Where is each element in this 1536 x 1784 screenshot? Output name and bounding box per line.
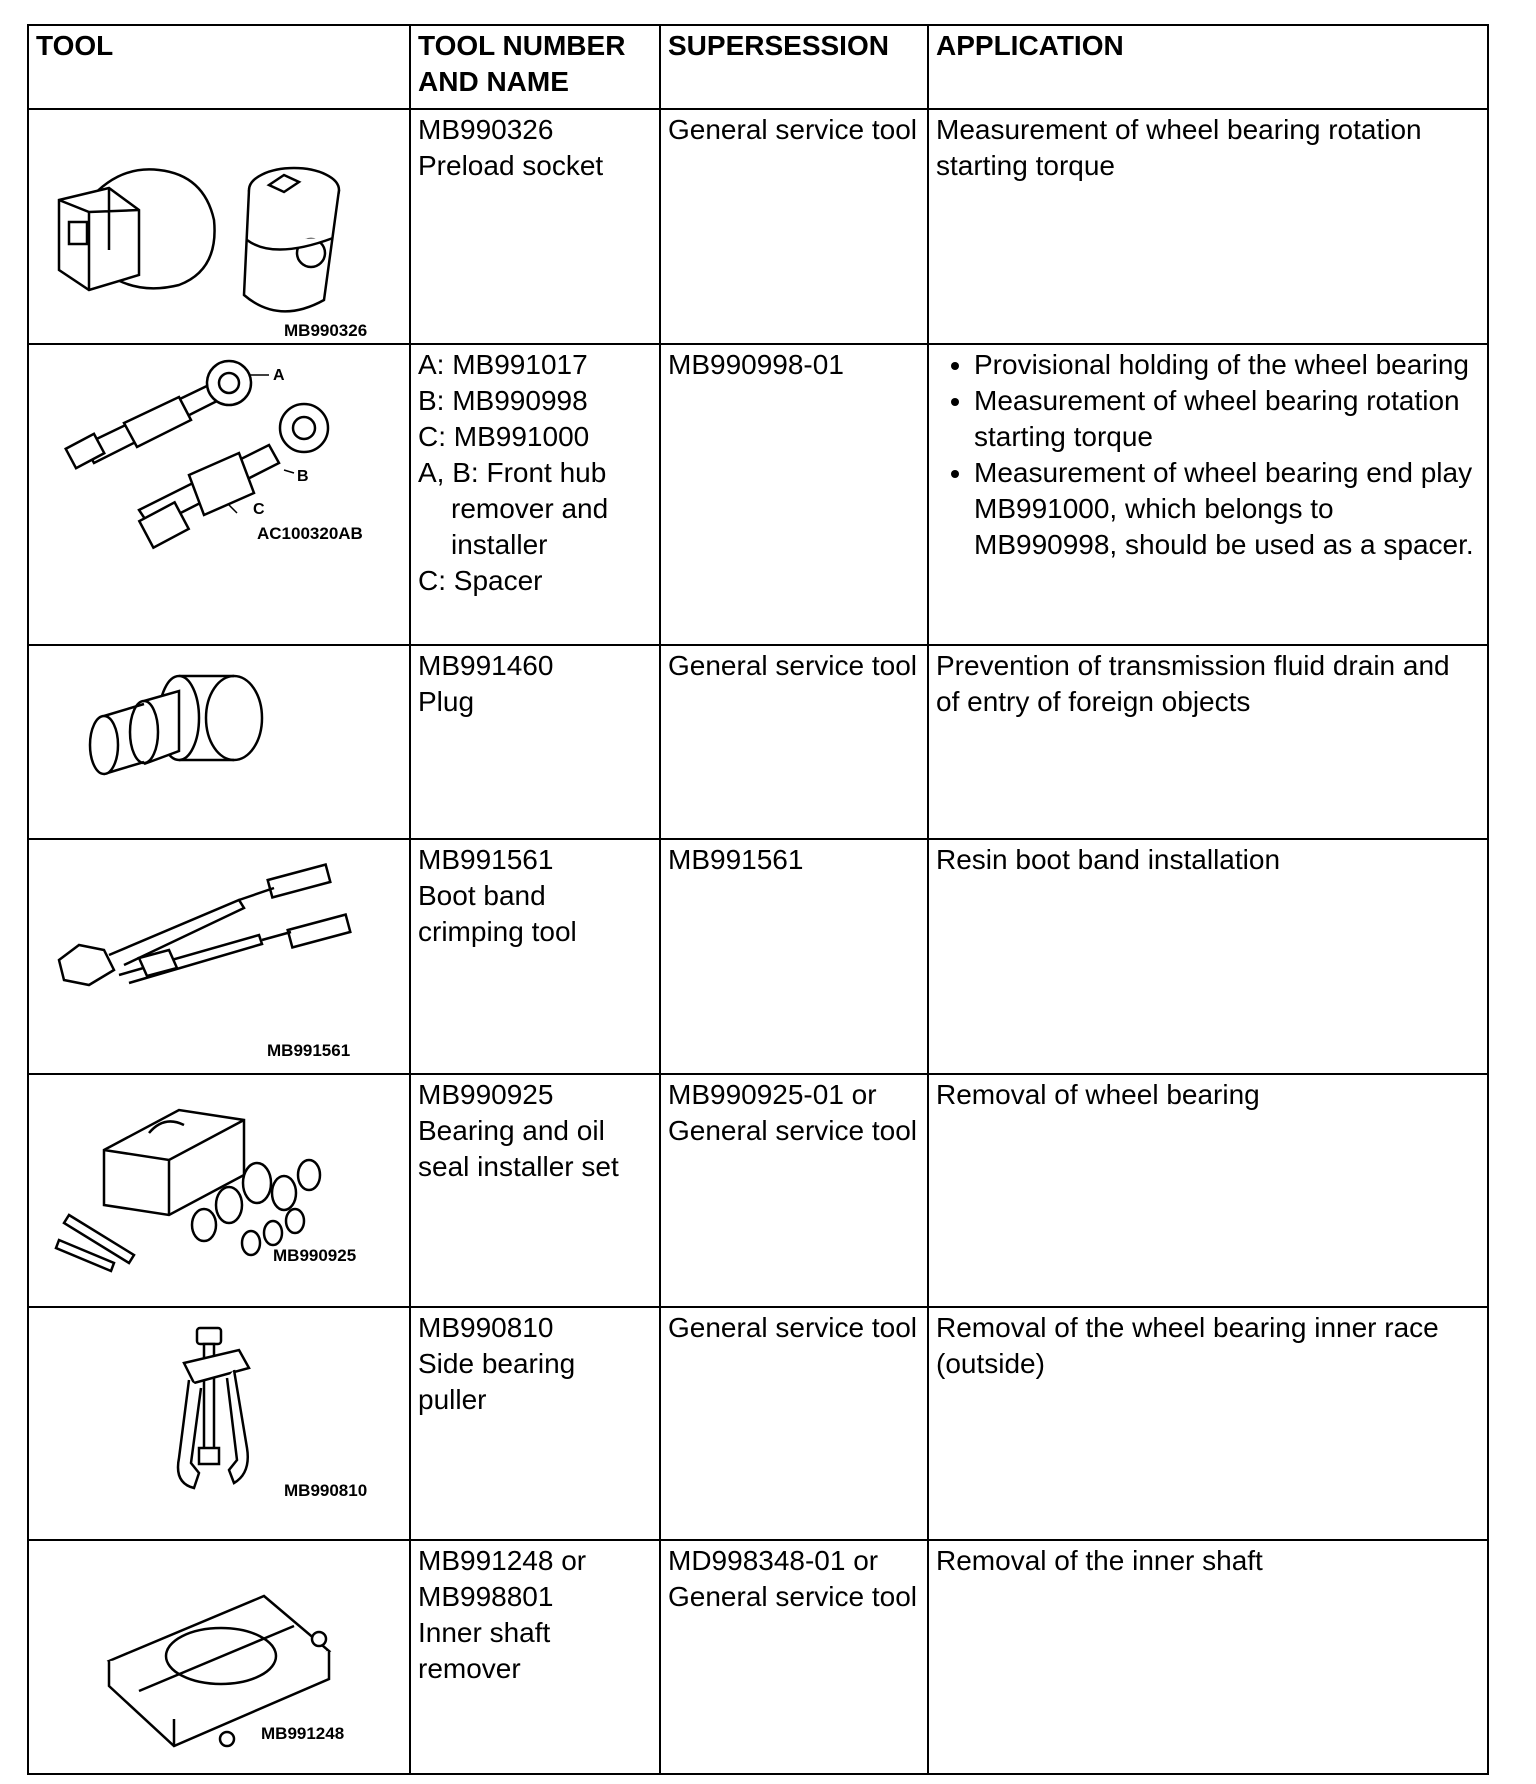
tool-figure-cell [28, 1074, 410, 1307]
table-row [28, 344, 1488, 645]
supersession-cell: MB990925-01 or General service tool [660, 1074, 928, 1307]
tool-number: MB991460 [418, 650, 554, 681]
tool-figure-cell [28, 109, 410, 344]
tool-name-c: C: Spacer [418, 565, 543, 596]
header-supersession: SUPERSESSION [660, 25, 928, 109]
plug-illustration [29, 646, 411, 840]
header-application: APPLICATION [928, 25, 1488, 109]
callout-a: A [273, 367, 285, 384]
tool-name: Preload socket [418, 150, 604, 181]
figure-label: MB990810 [284, 1481, 368, 1500]
tool-number-cell [410, 344, 660, 645]
tool-name: seal installer set [418, 1151, 619, 1182]
table-row [28, 109, 1488, 344]
supersession-cell: MB990998-01 [660, 344, 928, 645]
tool-name: Inner shaft [418, 1617, 551, 1648]
figure-label: MB990326 [284, 321, 368, 340]
application-cell: Removal of the wheel bearing inner race (outside) [928, 1307, 1488, 1540]
header-tool-number-and-name: TOOL NUMBER AND NAME [410, 25, 660, 109]
callout-b: B [297, 468, 309, 485]
table-row [28, 1307, 1488, 1540]
table-row [28, 1074, 1488, 1307]
table-row [28, 839, 1488, 1074]
tool-number-cell [410, 109, 660, 344]
application-cell: Prevention of transmission fluid drain and of entry of foreign objects [928, 645, 1488, 839]
tool-name: Side bearing [418, 1348, 576, 1379]
application-cell [928, 344, 1488, 645]
figure-label: MB990925 [273, 1246, 357, 1265]
inner-shaft-remover-illustration [29, 1541, 411, 1775]
figure-label: MB991248 [261, 1724, 345, 1743]
tool-number-a: A: MB991017 [418, 349, 588, 380]
tool-number: MB990925 [418, 1079, 554, 1110]
tool-figure-cell [28, 645, 410, 839]
header-tool: TOOL [28, 25, 410, 109]
tool-number-c: C: MB991000 [418, 421, 590, 452]
tool-number-b: B: MB990998 [418, 385, 588, 416]
tool-number: MB990326 [418, 114, 554, 145]
application-cell: Removal of the inner shaft [928, 1540, 1488, 1774]
tool-name: puller [418, 1384, 487, 1415]
tool-figure-cell [28, 1307, 410, 1540]
list-item: • Provisional holding of the wheel bearing [974, 347, 1480, 383]
table-row [28, 1540, 1488, 1774]
supersession-cell: General service tool [660, 1307, 928, 1540]
application-cell: Measurement of wheel bearing rotation starting torque [928, 109, 1488, 344]
tool-number: MB998801 [418, 1581, 554, 1612]
application-cell: Resin boot band installation [928, 839, 1488, 1074]
table-header-row [28, 25, 1488, 109]
supersession-cell: MD998348-01 or General service tool [660, 1540, 928, 1774]
tool-name-ab-cont: remover and [451, 493, 609, 524]
installer-set-illustration [29, 1075, 411, 1308]
application-list [936, 347, 1480, 563]
side-bearing-puller-illustration [29, 1308, 411, 1541]
list-item: • Measurement of wheel bearing rotation starting torque [974, 383, 1480, 455]
tool-number: MB990810 [418, 1312, 554, 1343]
tool-name: Bearing and oil [418, 1115, 605, 1146]
tool-number-cell [410, 645, 660, 839]
tool-number-cell [410, 1307, 660, 1540]
tool-name: Plug [418, 686, 475, 717]
special-tools-table [27, 24, 1489, 1775]
application-cell: Removal of wheel bearing [928, 1074, 1488, 1307]
tool-figure-cell [28, 839, 410, 1074]
tool-number-cell [410, 839, 660, 1074]
tool-name: Boot band [418, 880, 546, 911]
supersession-cell: General service tool [660, 645, 928, 839]
supersession-cell: General service tool [660, 109, 928, 344]
tool-number-cell [410, 1540, 660, 1774]
tool-figure-cell [28, 344, 410, 645]
tool-name-ab: A, B: Front hub [418, 457, 607, 488]
supersession-cell: MB991561 [660, 839, 928, 1074]
tool-number: MB991561 [418, 844, 554, 875]
preload-socket-illustration [29, 110, 411, 345]
tool-number-cell [410, 1074, 660, 1307]
tool-name: crimping tool [418, 916, 577, 947]
figure-label: AC100320AB [257, 524, 363, 543]
callout-c: C [253, 501, 265, 518]
tool-name-ab-cont: installer [451, 529, 548, 560]
figure-label: MB991561 [267, 1041, 351, 1060]
list-item: • Measurement of wheel bearing end play MB991000, which belongs to MB990998, should be used as a spacer. [974, 455, 1480, 563]
table-row [28, 645, 1488, 839]
tool-number: MB991248 or [418, 1545, 587, 1576]
crimping-tool-illustration [29, 840, 411, 1075]
tool-name: remover [418, 1653, 521, 1684]
front-hub-remover-illustration [29, 345, 411, 646]
tool-figure-cell [28, 1540, 410, 1774]
